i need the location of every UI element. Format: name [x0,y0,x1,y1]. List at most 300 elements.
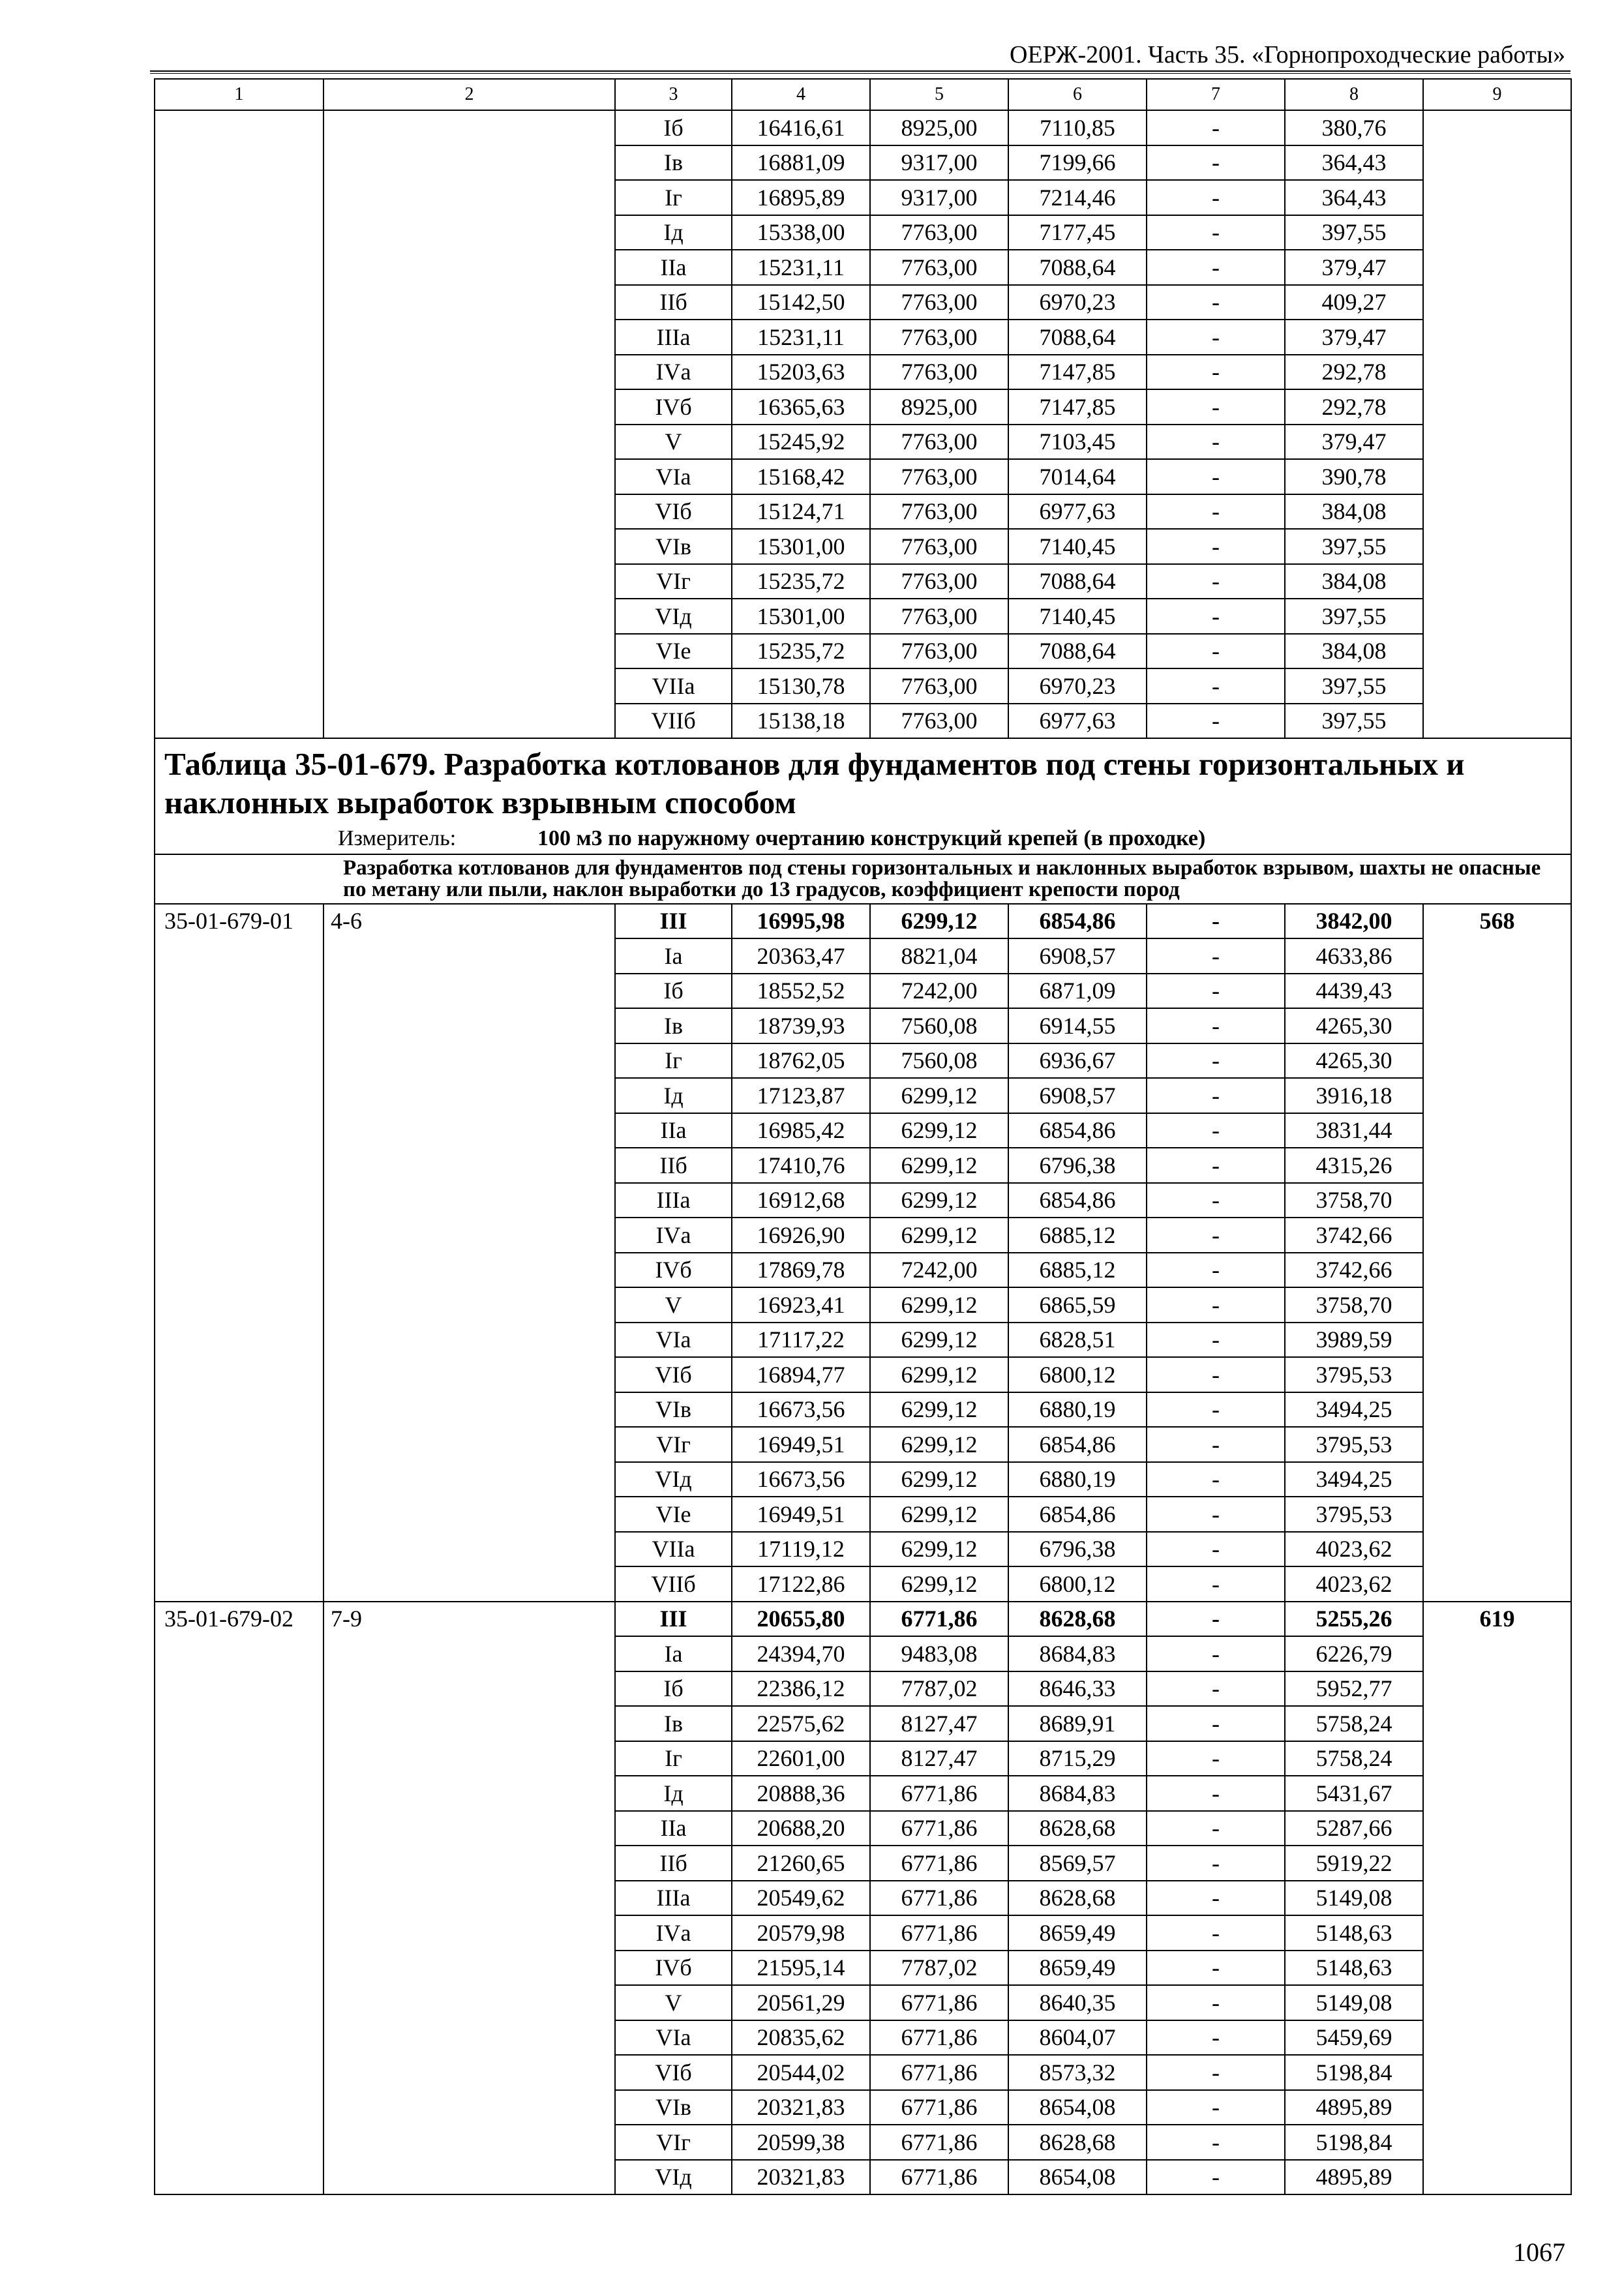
materials-cost-cell: 4439,43 [1285,974,1423,1009]
labor-cost-cell: 6299,12 [870,904,1008,939]
labor-cost-cell: 6771,86 [870,1915,1008,1951]
labor-cost-cell: 6771,86 [870,2160,1008,2195]
driver-wage-cell: - [1147,1008,1285,1043]
work-description: Разработка котлованов для фундаментов под стены горизонтальных и наклонных выработок взрывом, шахты не опасные по метану или пыли, наклон выработки до 13 градусов, коэффициент крепости пород [155,854,1571,904]
machine-cost-cell: 8684,83 [1008,1776,1147,1811]
table-title-cell [155,738,1571,854]
labor-cost-cell: 7763,00 [870,250,1008,285]
machine-cost-cell: 8628,68 [1008,1602,1147,1637]
machine-cost-cell: 7214,46 [1008,180,1147,215]
driver-wage-cell: - [1147,1183,1285,1218]
table-row [155,1602,1571,1637]
total-cost-cell: 18739,93 [732,1008,870,1043]
total-cost-cell: 17122,86 [732,1566,870,1602]
description-row [155,854,1571,904]
labor-cost-cell: 6299,12 [870,1287,1008,1323]
labor-cost-cell: 7560,08 [870,1043,1008,1079]
labor-cost-cell: 6299,12 [870,1532,1008,1567]
labor-cost-cell: 7763,00 [870,285,1008,320]
driver-wage-cell: - [1147,494,1285,530]
machine-cost-cell: 8654,08 [1008,2090,1147,2125]
total-cost-cell: 22601,00 [732,1741,870,1776]
driver-wage-cell: - [1147,2090,1285,2125]
materials-cost-cell: 292,78 [1285,355,1423,390]
table-row [155,904,1571,939]
driver-wage-cell: - [1147,704,1285,739]
materials-cost-cell: 4633,86 [1285,938,1423,974]
soil-category-cell: VIг [615,2125,732,2160]
materials-cost-cell: 364,43 [1285,145,1423,181]
col-number: 4 [732,79,870,110]
col-number: 5 [870,79,1008,110]
machine-cost-cell: 6880,19 [1008,1392,1147,1428]
soil-category-cell: IIб [615,1148,732,1183]
driver-wage-cell: - [1147,1881,1285,1916]
driver-wage-cell: - [1147,1566,1285,1602]
machine-cost-cell: 7140,45 [1008,529,1147,564]
measure-unit-value: 100 м3 по наружному очертанию конструкций крепей (в проходке) [537,826,1206,850]
machine-cost-cell: 6885,12 [1008,1218,1147,1253]
driver-wage-cell: - [1147,1357,1285,1392]
materials-cost-cell: 5148,63 [1285,1951,1423,1986]
table-title: Таблица 35-01-679. Разработка котлованов для фундаментов под стены горизонтальных и наклонных выработок взрывным способом [164,746,1465,820]
labor-cost-cell: 6299,12 [870,1148,1008,1183]
soil-category-cell: VIв [615,529,732,564]
machine-cost-cell: 8628,68 [1008,1881,1147,1916]
labor-cost-cell: 6299,12 [870,1113,1008,1148]
materials-cost-cell: 5459,69 [1285,2020,1423,2056]
driver-wage-cell: - [1147,425,1285,460]
labor-cost-cell: 6299,12 [870,1357,1008,1392]
hardness-range: 7-9 [323,1602,615,2195]
total-cost-cell: 20321,83 [732,2090,870,2125]
materials-cost-cell: 4315,26 [1285,1148,1423,1183]
driver-wage-cell: - [1147,459,1285,494]
materials-cost-cell: 5758,24 [1285,1706,1423,1741]
soil-category-cell: IVа [615,1218,732,1253]
machine-cost-cell: 6914,55 [1008,1008,1147,1043]
labor-cost-cell: 7763,00 [870,634,1008,669]
materials-cost-cell: 5198,84 [1285,2055,1423,2090]
machine-cost-cell: 7199,66 [1008,145,1147,181]
labor-cost-cell: 7763,00 [870,459,1008,494]
total-cost-cell: 15231,11 [732,320,870,355]
driver-wage-cell: - [1147,180,1285,215]
soil-category-cell: Iг [615,1741,732,1776]
materials-cost-cell: 380,76 [1285,110,1423,145]
materials-cost-cell: 4895,89 [1285,2160,1423,2195]
soil-category-cell: VIIа [615,1532,732,1567]
labor-cost-cell: 6299,12 [870,1078,1008,1113]
materials-cost-cell: 6226,79 [1285,1636,1423,1671]
machine-cost-cell: 8628,68 [1008,1811,1147,1846]
labor-cost-cell: 7763,00 [870,564,1008,599]
total-cost-cell: 15301,00 [732,599,870,634]
total-cost-cell: 15235,72 [732,564,870,599]
soil-category-cell: V [615,1985,732,2020]
total-cost-cell: 20363,47 [732,938,870,974]
materials-cost-cell: 5952,77 [1285,1671,1423,1707]
driver-wage-cell: - [1147,938,1285,974]
machine-cost-cell: 7088,64 [1008,250,1147,285]
labor-cost-cell: 7763,00 [870,529,1008,564]
running-header: ОЕРЖ-2001. Часть 35. «Горнопроходческие работы» [1010,41,1565,68]
machine-cost-cell: 6854,86 [1008,1427,1147,1462]
soil-category-cell: VIг [615,1427,732,1462]
driver-wage-cell: - [1147,1392,1285,1428]
soil-category-cell: Iд [615,1776,732,1811]
labor-cost-cell: 7242,00 [870,1253,1008,1288]
soil-category-cell: Iб [615,1671,732,1707]
materials-cost-cell: 5758,24 [1285,1741,1423,1776]
resource-value: 619 [1423,1602,1571,2195]
machine-cost-cell: 6854,86 [1008,1183,1147,1218]
soil-category-cell: IIа [615,1811,732,1846]
driver-wage-cell: - [1147,355,1285,390]
soil-category-cell: Iг [615,1043,732,1079]
driver-wage-cell: - [1147,320,1285,355]
labor-cost-cell: 6771,86 [870,2055,1008,2090]
machine-cost-cell: 6908,57 [1008,938,1147,974]
machine-cost-cell: 8640,35 [1008,1985,1147,2020]
materials-cost-cell: 5431,67 [1285,1776,1423,1811]
soil-category-cell: IIа [615,250,732,285]
labor-cost-cell: 6771,86 [870,1776,1008,1811]
col-number: 6 [1008,79,1147,110]
materials-cost-cell: 3795,53 [1285,1357,1423,1392]
total-cost-cell: 16673,56 [732,1462,870,1497]
machine-cost-cell: 7103,45 [1008,425,1147,460]
table-title-row [155,738,1571,854]
labor-cost-cell: 7787,02 [870,1671,1008,1707]
materials-cost-cell: 5149,08 [1285,1881,1423,1916]
total-cost-cell: 20599,38 [732,2125,870,2160]
driver-wage-cell: - [1147,974,1285,1009]
soil-category-cell: III [615,904,732,939]
hardness-range: 4-6 [323,904,615,1602]
labor-cost-cell: 6771,86 [870,2020,1008,2056]
labor-cost-cell: 6299,12 [870,1323,1008,1358]
col-number: 3 [615,79,732,110]
driver-wage-cell: - [1147,110,1285,145]
labor-cost-cell: 9317,00 [870,180,1008,215]
materials-cost-cell: 384,08 [1285,564,1423,599]
driver-wage-cell: - [1147,250,1285,285]
soil-category-cell: IVа [615,355,732,390]
machine-cost-cell: 6871,09 [1008,974,1147,1009]
labor-cost-cell: 7763,00 [870,494,1008,530]
labor-cost-cell: 6771,86 [870,1881,1008,1916]
machine-cost-cell: 8654,08 [1008,2160,1147,2195]
materials-cost-cell: 4895,89 [1285,2090,1423,2125]
soil-category-cell: Iв [615,1008,732,1043]
machine-cost-cell: 8646,33 [1008,1671,1147,1707]
driver-wage-cell: - [1147,1951,1285,1986]
machine-cost-cell: 8659,49 [1008,1915,1147,1951]
machine-cost-cell: 7140,45 [1008,599,1147,634]
driver-wage-cell: - [1147,389,1285,425]
driver-wage-cell: - [1147,1741,1285,1776]
labor-cost-cell: 8925,00 [870,389,1008,425]
machine-cost-cell: 6828,51 [1008,1323,1147,1358]
soil-category-cell: VIа [615,2020,732,2056]
materials-cost-cell: 3795,53 [1285,1497,1423,1532]
materials-cost-cell: 3494,25 [1285,1462,1423,1497]
driver-wage-cell: - [1147,1532,1285,1567]
total-cost-cell: 16365,63 [732,389,870,425]
machine-cost-cell: 7088,64 [1008,564,1147,599]
materials-cost-cell: 5919,22 [1285,1846,1423,1881]
col-number: 2 [323,79,615,110]
materials-cost-cell: 5287,66 [1285,1811,1423,1846]
total-cost-cell: 15231,11 [732,250,870,285]
materials-cost-cell: 5198,84 [1285,2125,1423,2160]
labor-cost-cell: 6771,86 [870,1811,1008,1846]
machine-cost-cell: 8628,68 [1008,2125,1147,2160]
total-cost-cell: 16416,61 [732,110,870,145]
machine-cost-cell: 6796,38 [1008,1148,1147,1183]
machine-cost-cell: 7177,45 [1008,215,1147,250]
materials-cost-cell: 3831,44 [1285,1113,1423,1148]
total-cost-cell: 21595,14 [732,1951,870,1986]
materials-cost-cell: 292,78 [1285,389,1423,425]
total-cost-cell: 18762,05 [732,1043,870,1079]
driver-wage-cell: - [1147,1218,1285,1253]
labor-cost-cell: 6771,86 [870,2090,1008,2125]
materials-cost-cell: 3916,18 [1285,1078,1423,1113]
total-cost-cell: 15301,00 [732,529,870,564]
soil-category-cell: VIб [615,1357,732,1392]
machine-cost-cell: 8689,91 [1008,1706,1147,1741]
machine-cost-cell: 6880,19 [1008,1462,1147,1497]
total-cost-cell: 20579,98 [732,1915,870,1951]
soil-category-cell: VIIа [615,668,732,704]
machine-cost-cell: 6970,23 [1008,668,1147,704]
soil-category-cell: VIд [615,599,732,634]
total-cost-cell: 16923,41 [732,1287,870,1323]
total-cost-cell: 17117,22 [732,1323,870,1358]
soil-category-cell: IVб [615,1951,732,1986]
soil-category-cell: Iв [615,1706,732,1741]
machine-cost-cell: 7147,85 [1008,389,1147,425]
labor-cost-cell: 7763,00 [870,599,1008,634]
total-cost-cell: 20688,20 [732,1811,870,1846]
driver-wage-cell: - [1147,285,1285,320]
machine-cost-cell: 8569,57 [1008,1846,1147,1881]
col-number: 7 [1147,79,1285,110]
machine-cost-cell: 6977,63 [1008,704,1147,739]
total-cost-cell: 20655,80 [732,1602,870,1637]
soil-category-cell: VIб [615,2055,732,2090]
labor-cost-cell: 7763,00 [870,320,1008,355]
materials-cost-cell: 4023,62 [1285,1532,1423,1567]
resource-cell [1423,110,1571,738]
soil-category-cell: VIIб [615,704,732,739]
driver-wage-cell: - [1147,1323,1285,1358]
total-cost-cell: 17119,12 [732,1532,870,1567]
col-number: 1 [155,79,323,110]
total-cost-cell: 24394,70 [732,1636,870,1671]
total-cost-cell: 15124,71 [732,494,870,530]
materials-cost-cell: 3742,66 [1285,1253,1423,1288]
total-cost-cell: 16949,51 [732,1497,870,1532]
materials-cost-cell: 379,47 [1285,320,1423,355]
col-number: 9 [1423,79,1571,110]
driver-wage-cell: - [1147,2125,1285,2160]
soil-category-cell: Iд [615,215,732,250]
total-cost-cell: 15142,50 [732,285,870,320]
labor-cost-cell: 7560,08 [870,1008,1008,1043]
soil-category-cell: IIа [615,1113,732,1148]
machine-cost-cell: 6800,12 [1008,1357,1147,1392]
machine-cost-cell: 7110,85 [1008,110,1147,145]
materials-cost-cell: 3989,59 [1285,1323,1423,1358]
soil-category-cell: Iд [615,1078,732,1113]
total-cost-cell: 17410,76 [732,1148,870,1183]
driver-wage-cell: - [1147,1811,1285,1846]
materials-cost-cell: 409,27 [1285,285,1423,320]
driver-wage-cell: - [1147,1602,1285,1637]
driver-wage-cell: - [1147,564,1285,599]
driver-wage-cell: - [1147,1915,1285,1951]
total-cost-cell: 20549,62 [732,1881,870,1916]
soil-category-cell: V [615,425,732,460]
total-cost-cell: 16895,89 [732,180,870,215]
total-cost-cell: 16894,77 [732,1357,870,1392]
soil-category-cell: VIг [615,564,732,599]
driver-wage-cell: - [1147,145,1285,181]
labor-cost-cell: 6299,12 [870,1427,1008,1462]
machine-cost-cell: 7088,64 [1008,634,1147,669]
machine-cost-cell: 6908,57 [1008,1078,1147,1113]
driver-wage-cell: - [1147,599,1285,634]
soil-category-cell: V [615,1287,732,1323]
materials-cost-cell: 384,08 [1285,634,1423,669]
labor-cost-cell: 6299,12 [870,1566,1008,1602]
machine-cost-cell: 6854,86 [1008,1497,1147,1532]
machine-cost-cell: 6800,12 [1008,1566,1147,1602]
total-cost-cell: 17123,87 [732,1078,870,1113]
labor-cost-cell: 6771,86 [870,1602,1008,1637]
materials-cost-cell: 3742,66 [1285,1218,1423,1253]
materials-cost-cell: 384,08 [1285,494,1423,530]
driver-wage-cell: - [1147,215,1285,250]
soil-category-cell: Iб [615,110,732,145]
total-cost-cell: 15245,92 [732,425,870,460]
measure-unit-label: Измеритель: [338,826,457,850]
materials-cost-cell: 397,55 [1285,599,1423,634]
total-cost-cell: 16881,09 [732,145,870,181]
labor-cost-cell: 7242,00 [870,974,1008,1009]
machine-cost-cell: 8573,32 [1008,2055,1147,2090]
page-number: 1067 [1513,2237,1565,2267]
materials-cost-cell: 3758,70 [1285,1183,1423,1218]
materials-cost-cell: 3758,70 [1285,1287,1423,1323]
total-cost-cell: 16912,68 [732,1183,870,1218]
total-cost-cell: 22575,62 [732,1706,870,1741]
resource-value: 568 [1423,904,1571,1602]
materials-cost-cell: 4265,30 [1285,1043,1423,1079]
driver-wage-cell: - [1147,2055,1285,2090]
labor-cost-cell: 8127,47 [870,1741,1008,1776]
total-cost-cell: 20835,62 [732,2020,870,2056]
materials-cost-cell: 390,78 [1285,459,1423,494]
soil-category-cell: VIе [615,1497,732,1532]
machine-cost-cell: 6977,63 [1008,494,1147,530]
machine-cost-cell: 6885,12 [1008,1253,1147,1288]
total-cost-cell: 16985,42 [732,1113,870,1148]
driver-wage-cell: - [1147,1671,1285,1707]
total-cost-cell: 20544,02 [732,2055,870,2090]
soil-category-cell: IVб [615,1253,732,1288]
soil-category-cell: IIIа [615,320,732,355]
total-cost-cell: 18552,52 [732,974,870,1009]
labor-cost-cell: 7763,00 [870,215,1008,250]
total-cost-cell: 16673,56 [732,1392,870,1428]
machine-cost-cell: 8684,83 [1008,1636,1147,1671]
labor-cost-cell: 8127,47 [870,1706,1008,1741]
header-rule [150,70,1571,74]
materials-cost-cell: 3795,53 [1285,1427,1423,1462]
soil-category-cell: Iа [615,1636,732,1671]
labor-cost-cell: 6299,12 [870,1497,1008,1532]
total-cost-cell: 15168,42 [732,459,870,494]
table-body [155,79,1571,2194]
driver-wage-cell: - [1147,1043,1285,1079]
driver-wage-cell: - [1147,634,1285,669]
soil-category-cell: III [615,1602,732,1637]
norm-code: 35-01-679-01 [155,904,323,1602]
machine-cost-cell: 6936,67 [1008,1043,1147,1079]
materials-cost-cell: 4265,30 [1285,1008,1423,1043]
total-cost-cell: 15138,18 [732,704,870,739]
soil-category-cell: VIа [615,459,732,494]
col-number: 8 [1285,79,1423,110]
driver-wage-cell: - [1147,1078,1285,1113]
soil-category-cell: VIIб [615,1566,732,1602]
driver-wage-cell: - [1147,1776,1285,1811]
driver-wage-cell: - [1147,1253,1285,1288]
materials-cost-cell: 397,55 [1285,704,1423,739]
soil-category-cell: VIд [615,2160,732,2195]
labor-cost-cell: 6771,86 [870,1846,1008,1881]
machine-cost-cell: 6796,38 [1008,1532,1147,1567]
materials-cost-cell: 5148,63 [1285,1915,1423,1951]
labor-cost-cell: 9317,00 [870,145,1008,181]
table-row [155,110,1571,145]
measure-unit [164,828,1561,850]
machine-cost-cell: 7088,64 [1008,320,1147,355]
soil-category-cell: VIб [615,494,732,530]
column-number-row [155,79,1571,110]
soil-category-cell: VIв [615,2090,732,2125]
driver-wage-cell: - [1147,1462,1285,1497]
total-cost-cell: 15130,78 [732,668,870,704]
soil-category-cell: VIа [615,1323,732,1358]
materials-cost-cell: 4023,62 [1285,1566,1423,1602]
driver-wage-cell: - [1147,1148,1285,1183]
range-cell [323,110,615,738]
labor-cost-cell: 6771,86 [870,2125,1008,2160]
materials-cost-cell: 397,55 [1285,668,1423,704]
total-cost-cell: 15338,00 [732,215,870,250]
machine-cost-cell: 8604,07 [1008,2020,1147,2056]
materials-cost-cell: 379,47 [1285,425,1423,460]
soil-category-cell: VIе [615,634,732,669]
machine-cost-cell: 7014,64 [1008,459,1147,494]
materials-cost-cell: 379,47 [1285,250,1423,285]
labor-cost-cell: 6299,12 [870,1183,1008,1218]
